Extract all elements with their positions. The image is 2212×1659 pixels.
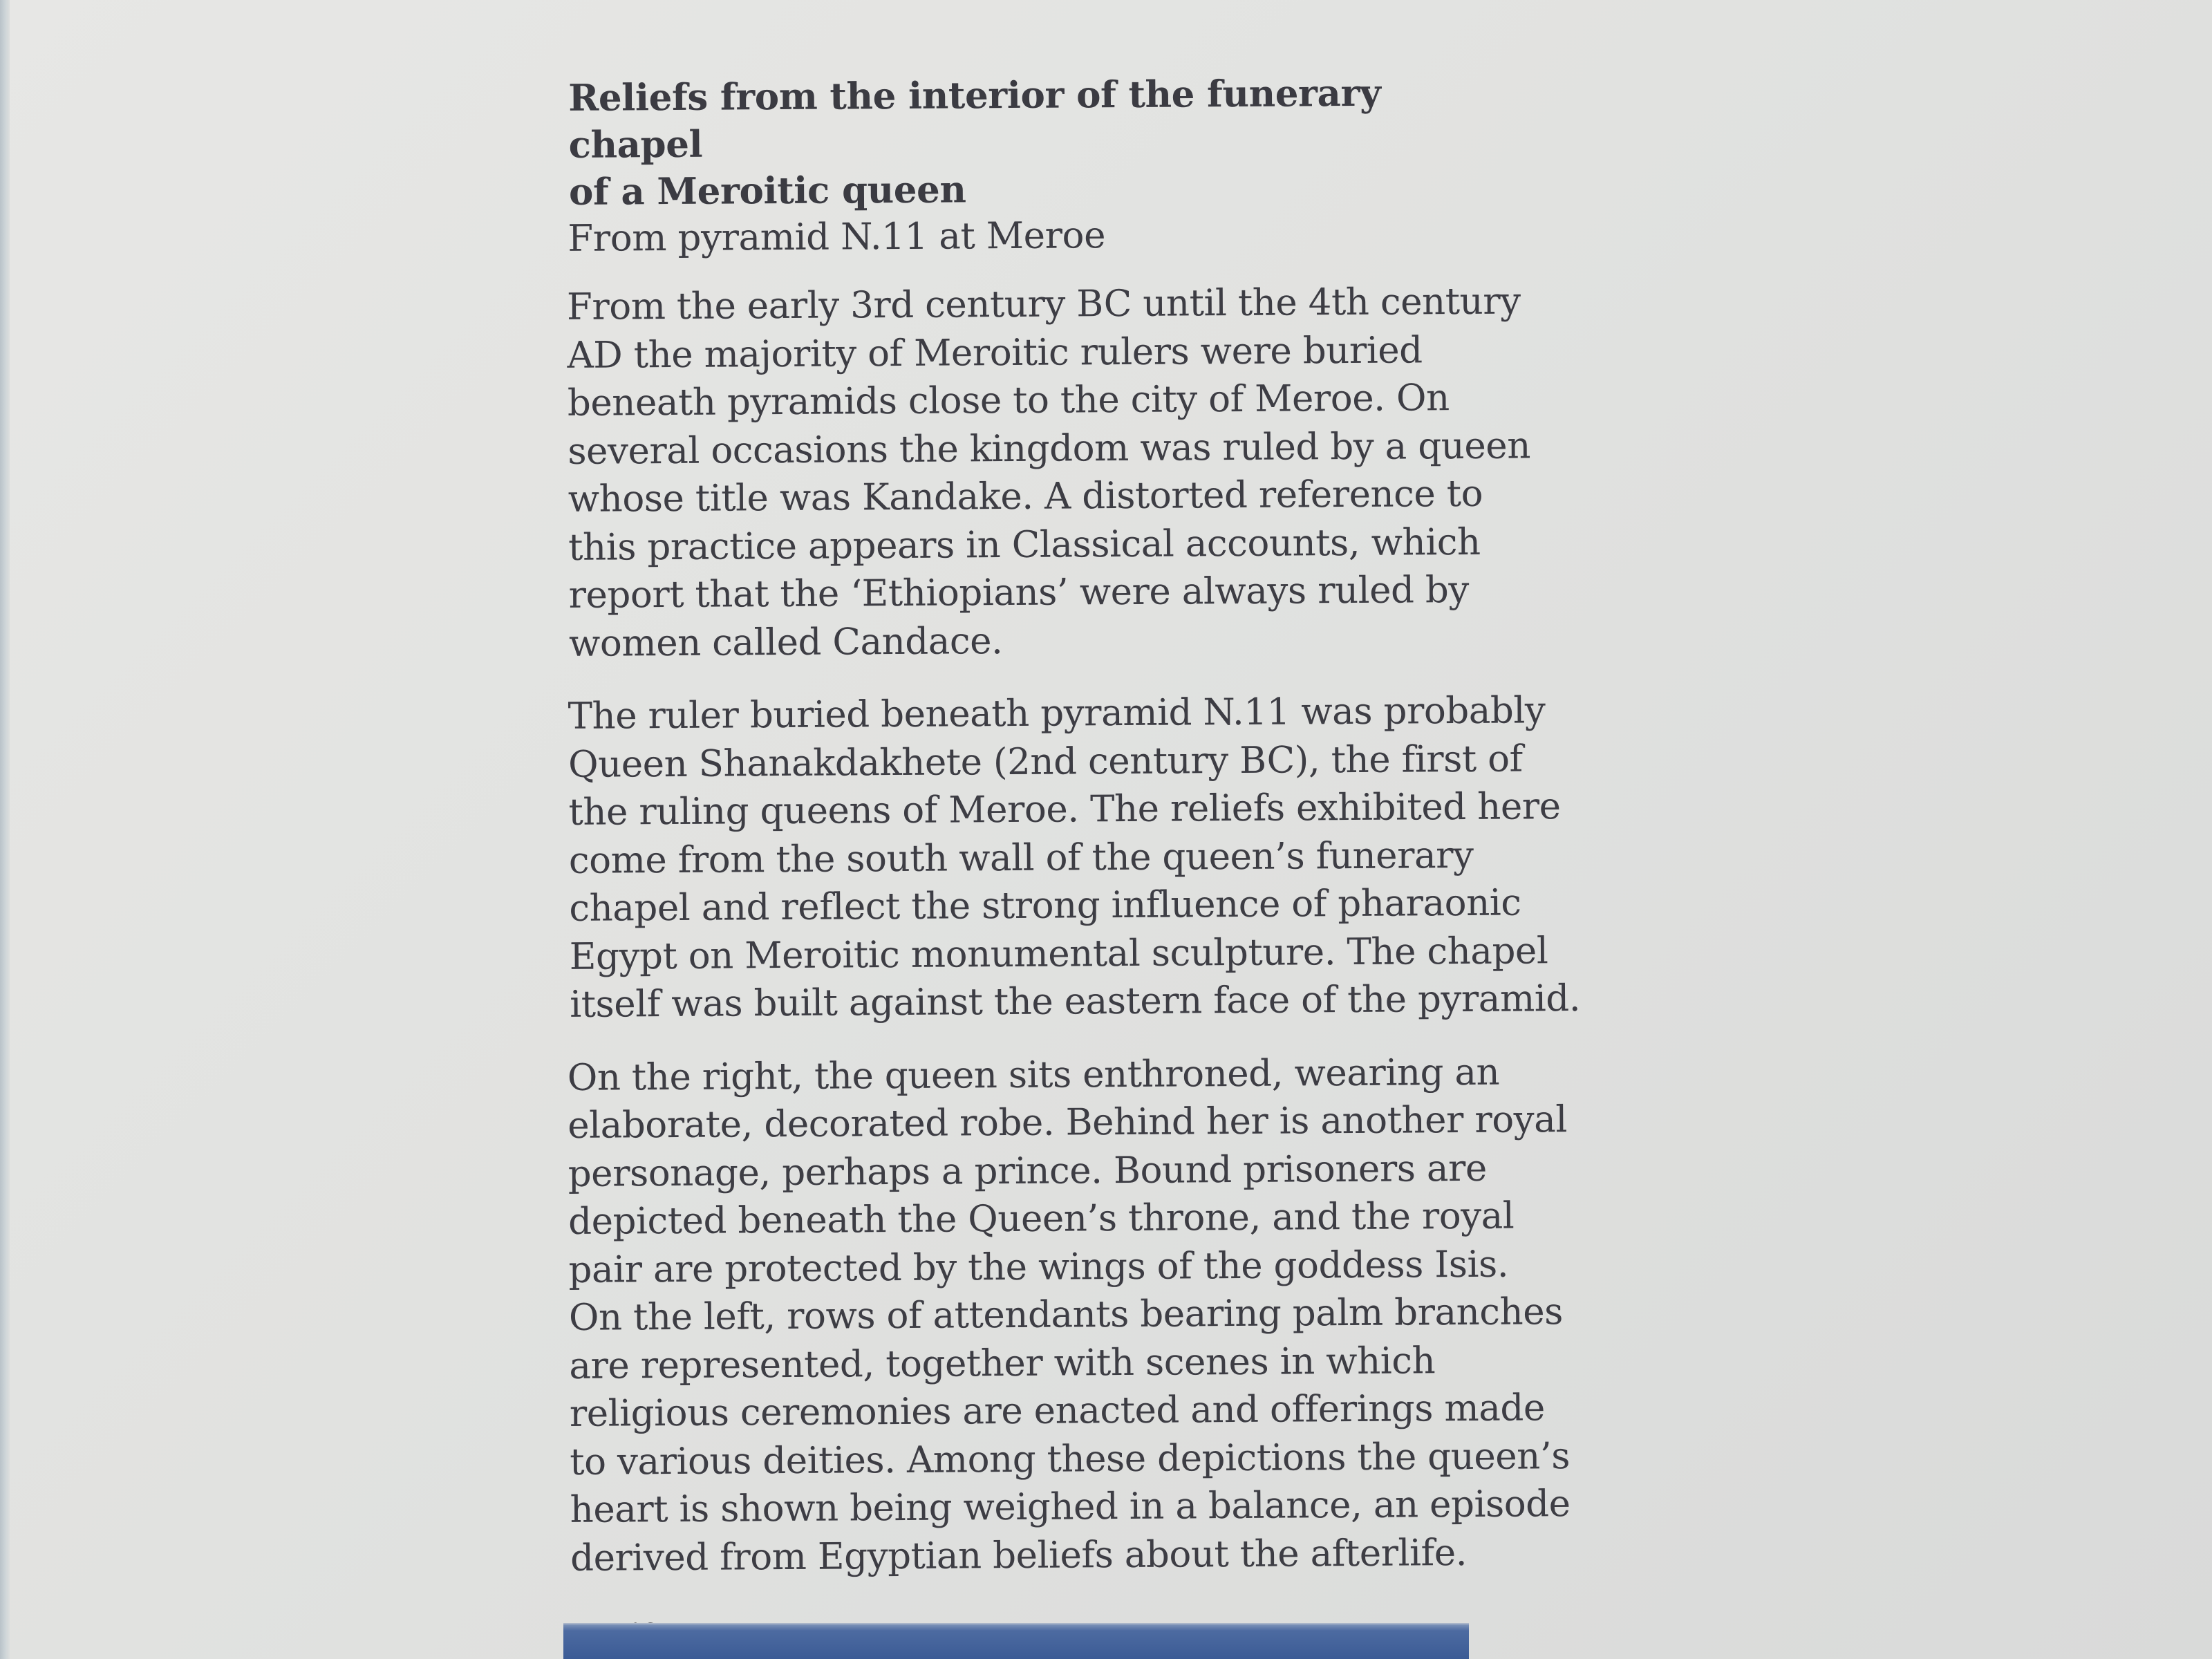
paragraph-line: On the right, the queen sits enthroned, wearing an	[567, 1051, 1500, 1099]
paragraph-line: the ruling queens of Meroe. The reliefs exhibited here	[568, 785, 1561, 834]
paragraph-line: women called Candace.	[568, 619, 1003, 665]
label-title-line: Reliefs from the interior of the funerary chapel	[568, 71, 1381, 167]
label-paragraph-1	[566, 278, 1531, 668]
paragraph-line: personage, perhaps a prince. Bound prisoners are	[568, 1147, 1487, 1195]
paragraph-line: come from the south wall of the queen’s funerary	[568, 834, 1474, 882]
paragraph-line: derived from Egyptian beliefs about the afterlife.	[570, 1531, 1468, 1580]
label-title-line: of a Meroitic queen	[568, 168, 966, 214]
paragraph-line: beneath pyramids close to the city of Meroe. On	[567, 377, 1450, 424]
paragraph-line: heart is shown being weighed in a balance, an episode	[570, 1483, 1571, 1531]
blue-banner-strip	[563, 1624, 1469, 1659]
paragraph-line: elaborate, decorated robe. Behind her is another royal	[568, 1098, 1568, 1147]
paragraph-line: From the early 3rd century BC until the 4th century	[566, 280, 1521, 328]
paragraph-line: are represented, together with scenes in which	[569, 1339, 1436, 1387]
paragraph-line: AD the majority of Meroitic rulers were buried	[567, 328, 1423, 377]
paragraph-line: pair are protected by the wings of the goddess Isis.	[568, 1243, 1509, 1291]
label-title	[568, 69, 1492, 216]
paragraph-line: On the left, rows of attendants bearing palm branches	[568, 1291, 1564, 1339]
paragraph-line: report that the ‘Ethiopians’ were always ruled by	[568, 568, 1470, 617]
paragraph-line: chapel and reflect the strong influence of pharaonic	[569, 881, 1521, 930]
paragraph-line: itself was built against the eastern face of the pyramid.	[570, 977, 1581, 1026]
paragraph-line: to various deities. Among these depictions the queen’s	[570, 1434, 1571, 1483]
paragraph-line: religious ceremonies are enacted and offerings made	[569, 1387, 1545, 1435]
paragraph-line: this practice appears in Classical accounts, which	[568, 521, 1481, 569]
paragraph-line: several occasions the kingdom was ruled by a queen	[568, 424, 1531, 473]
paragraph-line: Egypt on Meroitic monumental sculpture. The chapel	[569, 929, 1548, 978]
label-paragraph-3	[567, 1048, 1571, 1582]
label-subtitle: From pyramid N.11 at Meroe	[568, 214, 1106, 260]
label-paragraph-2	[568, 687, 1581, 1029]
paragraph-line: depicted beneath the Queen’s throne, and the royal	[568, 1194, 1515, 1243]
paragraph-line: The ruler buried beneath pyramid N.11 was probably	[568, 689, 1546, 738]
paragraph-line: Queen Shanakdakhete (2nd century BC), the first of	[568, 737, 1523, 786]
paragraph-line: whose title was Kandake. A distorted reference to	[568, 472, 1483, 521]
museum-label	[559, 69, 1581, 1649]
